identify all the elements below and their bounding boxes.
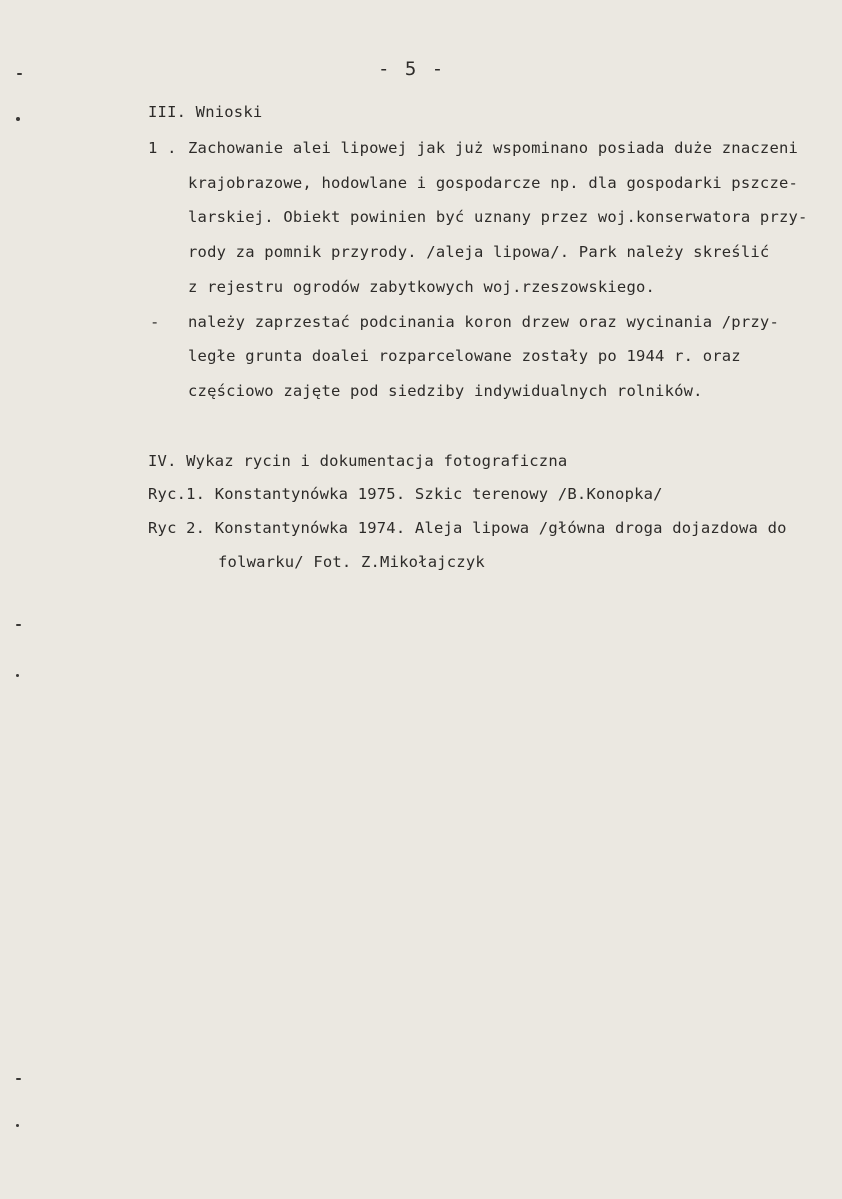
figure-caption: Ryc 2. Konstantynówka 1974. Aleja lipowa /główna droga dojazdowa do bbox=[148, 519, 787, 537]
section-heading: III. Wnioski bbox=[148, 103, 263, 121]
figure-caption: folwarku/ Fot. Z.Mikołajczyk bbox=[218, 553, 485, 571]
list-number: 1 . bbox=[148, 139, 177, 157]
list-dash: - bbox=[150, 313, 160, 331]
paragraph-line: częściowo zajęte pod siedziby indywidualnych rolników. bbox=[188, 382, 703, 400]
paragraph-line: należy zaprzestać podcinania koron drzew oraz wycinania /przy- bbox=[188, 313, 779, 331]
paragraph-line: krajobrazowe, hodowlane i gospodarcze np. dla gospodarki pszcze- bbox=[188, 174, 799, 192]
margin-mark bbox=[16, 1124, 19, 1127]
margin-mark bbox=[17, 73, 22, 75]
paragraph-line: larskiej. Obiekt powinien być uznany przez woj.konserwatora przy- bbox=[188, 208, 808, 226]
figure-caption: Ryc.1. Konstantynówka 1975. Szkic terenowy /B.Konopka/ bbox=[148, 485, 663, 503]
margin-mark bbox=[16, 1078, 21, 1080]
page-number: - 5 - bbox=[378, 58, 446, 80]
paragraph-line: ległe grunta doalei rozparcelowane zostały po 1944 r. oraz bbox=[188, 347, 741, 365]
paragraph-line: rody za pomnik przyrody. /aleja lipowa/. Park należy skreślić bbox=[188, 243, 770, 261]
paragraph-line: z rejestru ogrodów zabytkowych woj.rzeszowskiego. bbox=[188, 278, 656, 296]
margin-mark bbox=[16, 117, 20, 121]
margin-mark bbox=[16, 674, 19, 677]
section-heading: IV. Wykaz rycin i dokumentacja fotograficzna bbox=[148, 452, 568, 470]
paragraph-line: Zachowanie alei lipowej jak już wspominano posiada duże znaczeni bbox=[188, 139, 799, 157]
margin-mark bbox=[16, 624, 21, 626]
